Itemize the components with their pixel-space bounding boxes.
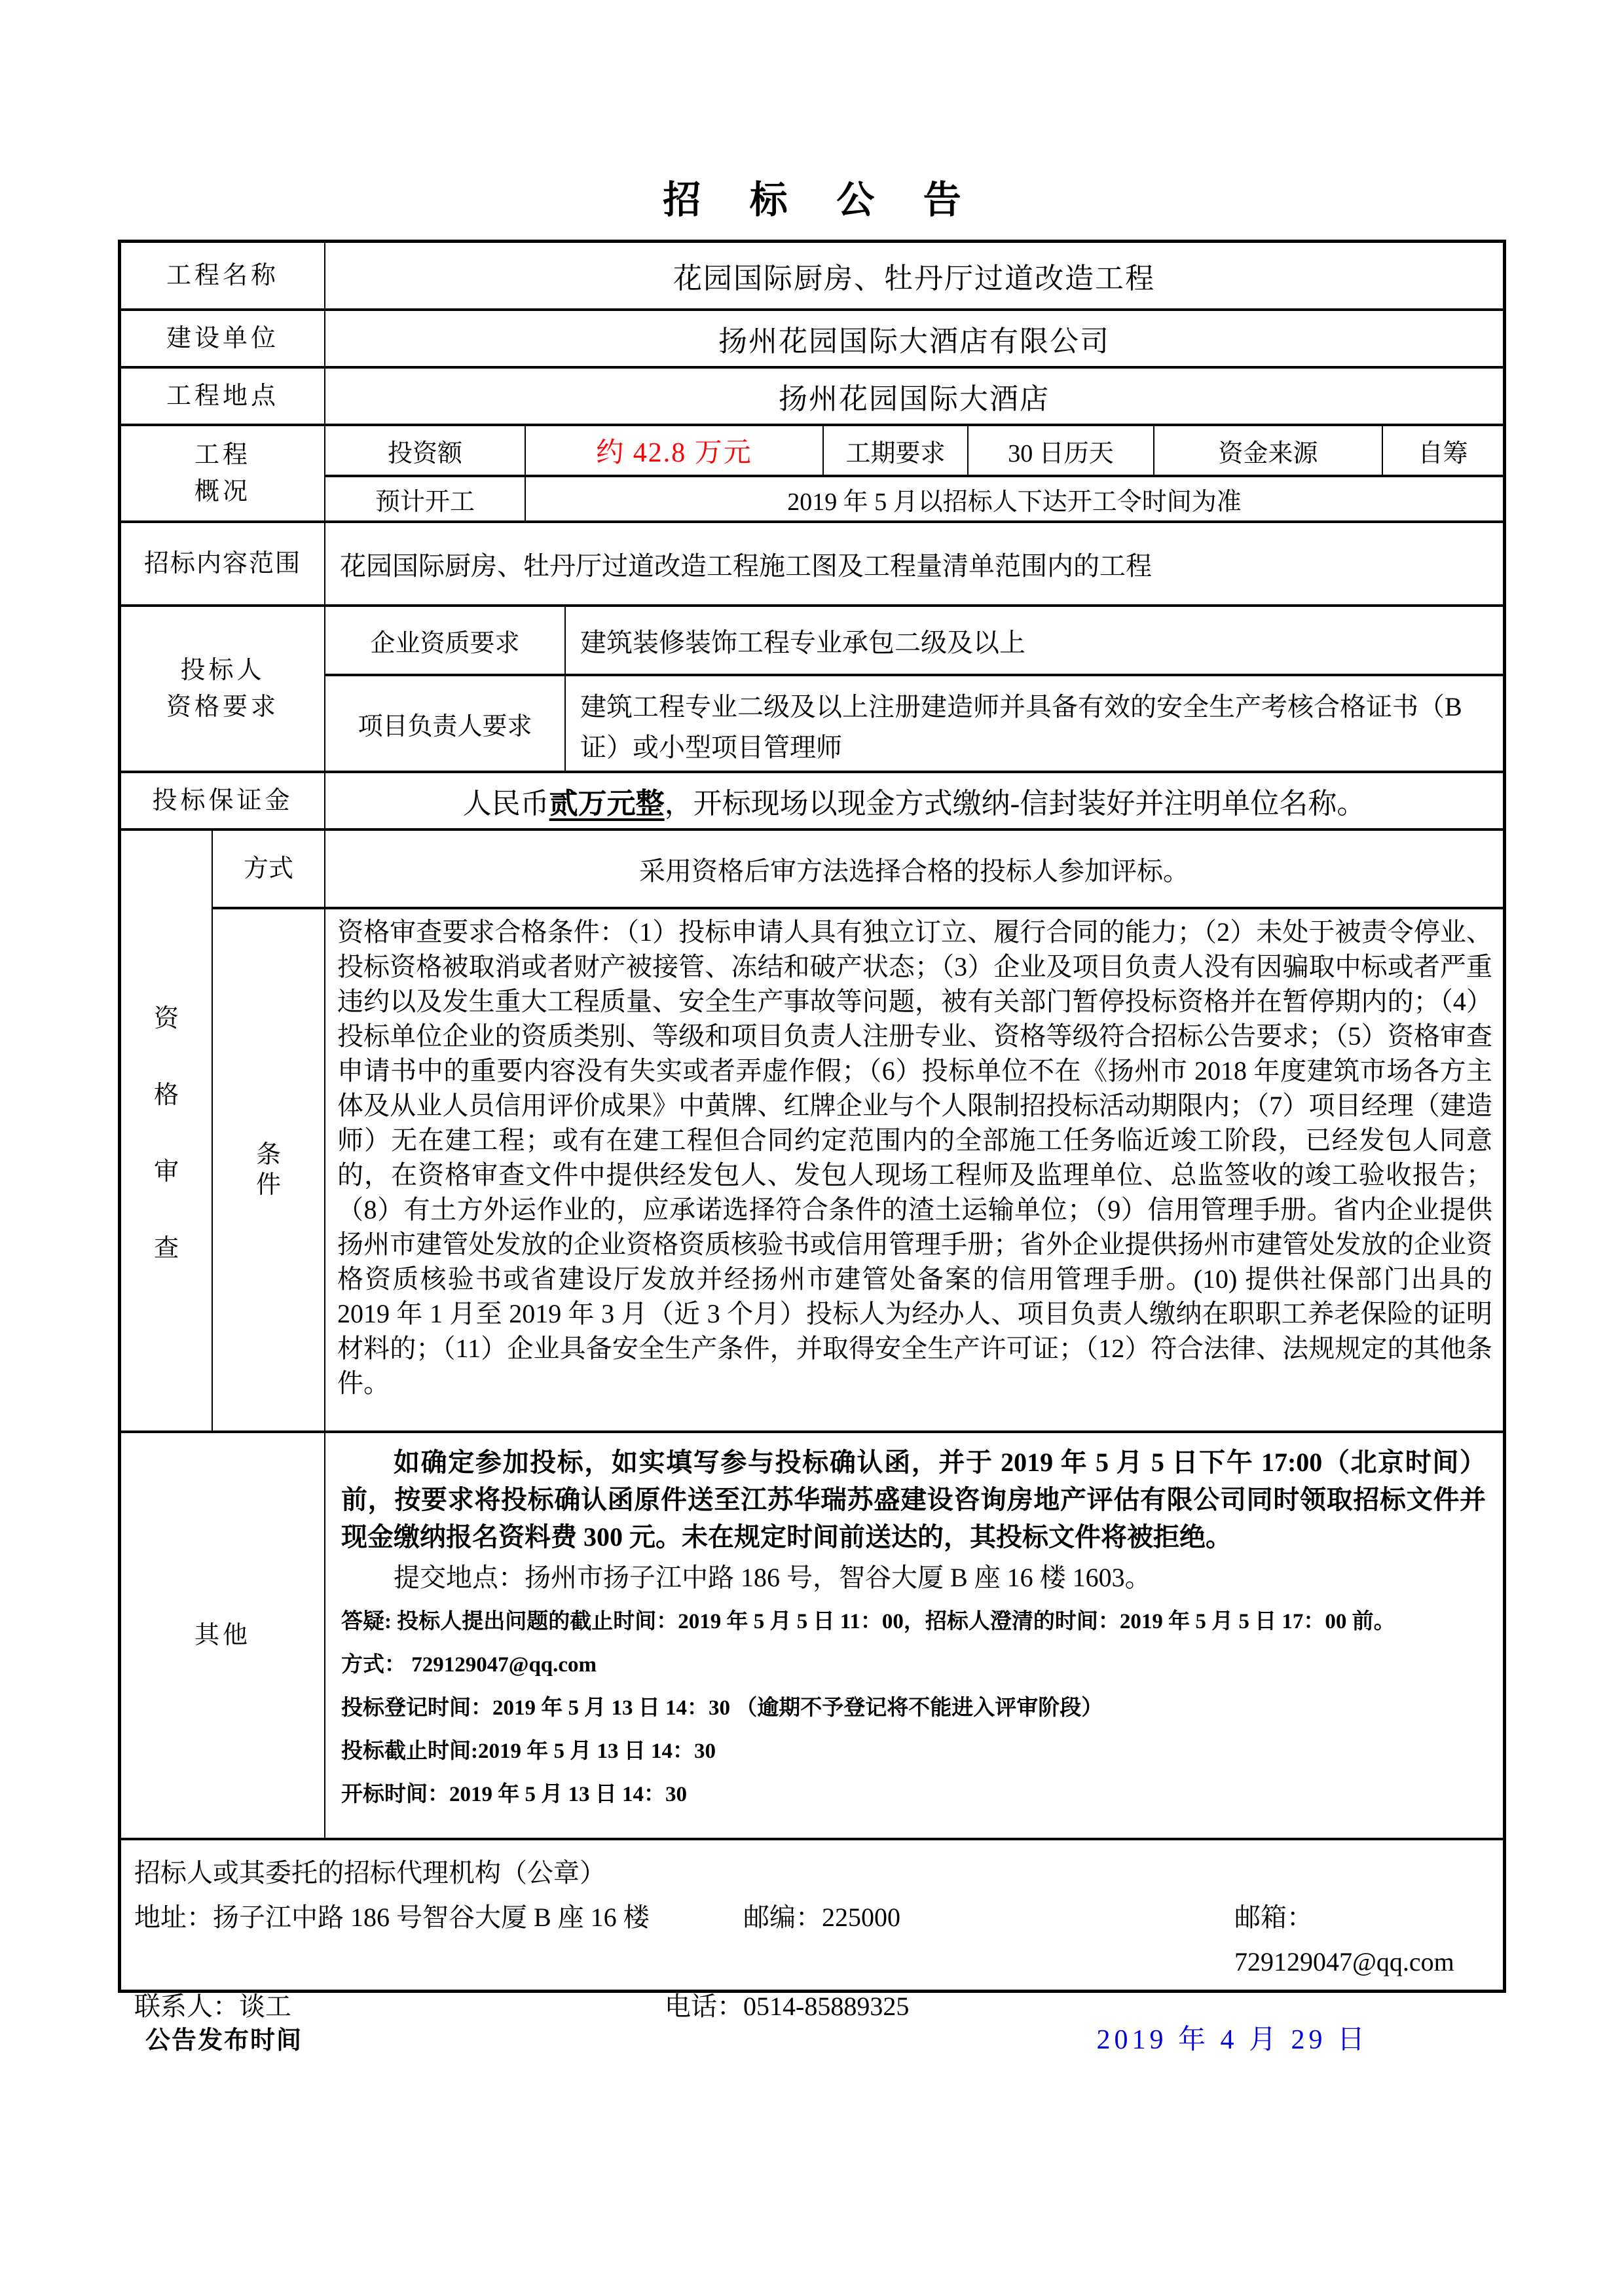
project-overview-label-line1: 工程 xyxy=(194,441,251,469)
other-content xyxy=(324,1433,1503,1838)
project-name-value: 花园国际厨房、牡丹厅过道改造工程 xyxy=(324,243,1503,308)
review-subrow-method xyxy=(212,831,1503,907)
other-opening-time: 开标时间：2019 年 5 月 13 日 14：30 xyxy=(341,1783,687,1806)
qualification-review-grid xyxy=(212,831,1503,1430)
row-qualification-review xyxy=(121,828,1503,1430)
review-subrow-condition xyxy=(212,907,1503,1430)
funding-value: 自筹 xyxy=(1382,426,1503,475)
investment-value: 约 42.8 万元 xyxy=(525,426,822,475)
project-name-label: 工程名称 xyxy=(166,262,279,289)
start-date-value: 2019 年 5 月以招标人下达开工令时间为准 xyxy=(525,477,1503,520)
bid-scope-label: 招标内容范围 xyxy=(143,550,301,577)
publish-time-label: 公告发布时间 xyxy=(145,2026,303,2054)
review-char-3: 审 xyxy=(153,1158,179,1186)
bidder-qualification-grid xyxy=(324,607,1503,771)
construction-unit-value: 扬州花园国际大酒店有限公司 xyxy=(324,311,1503,366)
enterprise-requirement-value: 建筑装修装饰工程专业承包二级及以上 xyxy=(564,607,1503,674)
tender-announcement-table xyxy=(118,240,1506,2021)
condition-char-2: 件 xyxy=(255,1171,281,1199)
review-char-2: 格 xyxy=(153,1082,179,1109)
condition-char-1: 条 xyxy=(255,1141,281,1169)
row-agency xyxy=(121,1838,1503,2021)
agency-address-line xyxy=(134,1895,1487,1984)
row-project-location xyxy=(121,366,1503,424)
agency-postcode: 邮编：225000 xyxy=(743,1903,900,1932)
bid-scope-value: 花园国际厨房、牡丹厅过道改造工程施工图及工程量清单范围内的工程 xyxy=(324,523,1503,604)
other-register-time: 投标登记时间：2019 年 5 月 13 日 14：30 （逾期不予登记将不能进入评审阶段） xyxy=(341,1696,1103,1720)
other-qa-deadline: 答疑: 投标人提出问题的截止时间：2019 年 5 月 5 日 11：00，招标人澄清的时间：2019 年 5 月 5 日 17：00 前。 xyxy=(341,1610,1395,1633)
review-condition-label-chars xyxy=(256,1140,281,1199)
other-submit-location: 提交地点：扬州市扬子江中路 186 号，智谷大厦 B 座 16 楼 1603。 xyxy=(394,1563,1151,1592)
agency-title-line: 招标人或其委托的招标代理机构（公章） xyxy=(134,1858,606,1887)
review-method-label: 方式 xyxy=(212,831,324,907)
qualification-subrow-enterprise xyxy=(324,607,1503,674)
bidder-qualification-label xyxy=(121,607,324,771)
duration-label: 工期要求 xyxy=(822,426,967,475)
project-overview-grid xyxy=(324,426,1503,520)
other-bid-deadline: 投标截止时间:2019 年 5 月 13 日 14：30 xyxy=(341,1740,716,1763)
project-overview-label xyxy=(121,426,324,520)
bid-bond-prefix: 人民币 xyxy=(462,788,549,820)
row-construction-unit xyxy=(121,308,1503,366)
agency-contact: 联系人：谈工 xyxy=(134,1992,291,2021)
start-date-label: 预计开工 xyxy=(324,477,525,520)
project-location-label: 工程地点 xyxy=(166,382,279,410)
bid-bond-suffix: ，开标现场以现金方式缴纳-信封装好并注明单位名称。 xyxy=(664,788,1366,820)
publish-date: 2019 年 4 月 29 日 xyxy=(1096,2025,1369,2055)
funding-label: 资金来源 xyxy=(1153,426,1382,475)
agency-email: 邮箱：729129047@qq.com xyxy=(1234,1903,1454,1977)
qualification-review-label xyxy=(121,831,212,1430)
manager-requirement-label: 项目负责人要求 xyxy=(324,676,564,771)
agency-phone: 电话：0514-85889325 xyxy=(665,1992,910,2021)
agency-block xyxy=(121,1840,1503,2021)
qualification-review-label-chars xyxy=(154,998,179,1264)
review-condition-label xyxy=(212,909,324,1430)
overview-subrow-investment xyxy=(324,426,1503,475)
review-char-1: 资 xyxy=(153,1005,179,1032)
row-bid-bond xyxy=(121,771,1503,828)
manager-requirement-value: 建筑工程专业二级及以上注册建造师并具备有效的安全生产考核合格证书（B 证）或小型项目管理师 xyxy=(564,676,1503,771)
bid-bond-label: 投标保证金 xyxy=(152,787,293,814)
page-title: 招 标 公 告 xyxy=(663,179,981,221)
overview-subrow-start xyxy=(324,475,1503,520)
review-char-4: 查 xyxy=(153,1235,179,1262)
construction-unit-label: 建设单位 xyxy=(166,325,279,352)
duration-value: 30 日历天 xyxy=(967,426,1153,475)
bid-bond-amount: 贰万元整 xyxy=(549,788,665,820)
row-other xyxy=(121,1430,1503,1838)
review-condition-value: 资格审查要求合格条件：（1）投标申请人具有独立订立、履行合同的能力；（2）未处于被责令停业、投标资格被取消或者财产被接管、冻结和破产状态；（3）企业及项目负责人没有因骗取中标或者严重违约以及发生重大工程质量、安全生产事故等问题，被有关部门暂停投标资格并在暂停期内的；（4）投标单位企业的资质类别、等级和项目负责人注册专业、资格等级符合招标公告要求；（5）资格审查申请书中的重要内容没有失实或者弄虚作假；（6）投标单位不在《扬州市 2018 年度建筑市场各方主体及从业人员信用评价成果》中黄牌、红牌企业与个人限制招投标活动期限内；（7）项目经理（建造师）无在建工程；或有在建工程但合同约定范围内的全部施工任务临近竣工阶段，已经发包人同意的，在资格审查文件中提供经发包人、发包人现场工程师及监理单位、总监签收的竣工验收报告；（8）有土方外运作业的，应承诺选择符合条件的渣土运输单位；（9）信用管理手册。省内企业提供扬州市建管处发放的企业资格资质核验书或信用管理手册；省外企业提供扬州市建管处发放的企业资格资质核验书或省建设厅发放并经扬州市建管处备案的信用管理手册。(10) 提供社保部门出具的 2019 年 1 月至 2019 年 3 月（近 3 个月）投标人为经办人、项目负责人缴纳在职职工养老保险的证明材料的；（11）企业具备安全生产条件，并取得安全生产许可证；（12）符合法律、法规规定的其他条件。 xyxy=(324,909,1503,1430)
row-project-overview xyxy=(121,424,1503,520)
row-bidder-qualification xyxy=(121,604,1503,771)
other-label: 其他 xyxy=(194,1622,251,1649)
enterprise-requirement-label: 企业资质要求 xyxy=(324,607,564,674)
other-confirm-paragraph: 如确定参加投标，如实填写参与投标确认函，并于 2019 年 5 月 5 日下午 17:00（北京时间）前，按要求将投标确认函原件送至江苏华瑞苏盛建设咨询房地产评估有限公司同时领取招标文件并现金缴纳报名资料费 300 元。未在规定时间前送达的，其投标文件将被拒绝。 xyxy=(341,1448,1486,1552)
investment-label: 投资额 xyxy=(324,426,525,475)
other-contact-method: 方式： 729129047@qq.com xyxy=(341,1653,597,1677)
agency-address: 地址：扬子江中路 186 号智谷大厦 B 座 16 楼 xyxy=(134,1903,650,1932)
row-bid-scope xyxy=(121,520,1503,604)
project-location-value: 扬州花园国际大酒店 xyxy=(324,369,1503,424)
qualification-subrow-manager xyxy=(324,674,1503,771)
project-overview-label-line2: 概况 xyxy=(194,478,251,505)
row-project-name xyxy=(121,243,1503,308)
bidder-qualification-label-line2: 资格要求 xyxy=(166,693,279,721)
review-method-value: 采用资格后审方法选择合格的投标人参加评标。 xyxy=(324,831,1503,907)
bid-bond-value xyxy=(324,773,1503,828)
bidder-qualification-label-line1: 投标人 xyxy=(180,657,265,684)
